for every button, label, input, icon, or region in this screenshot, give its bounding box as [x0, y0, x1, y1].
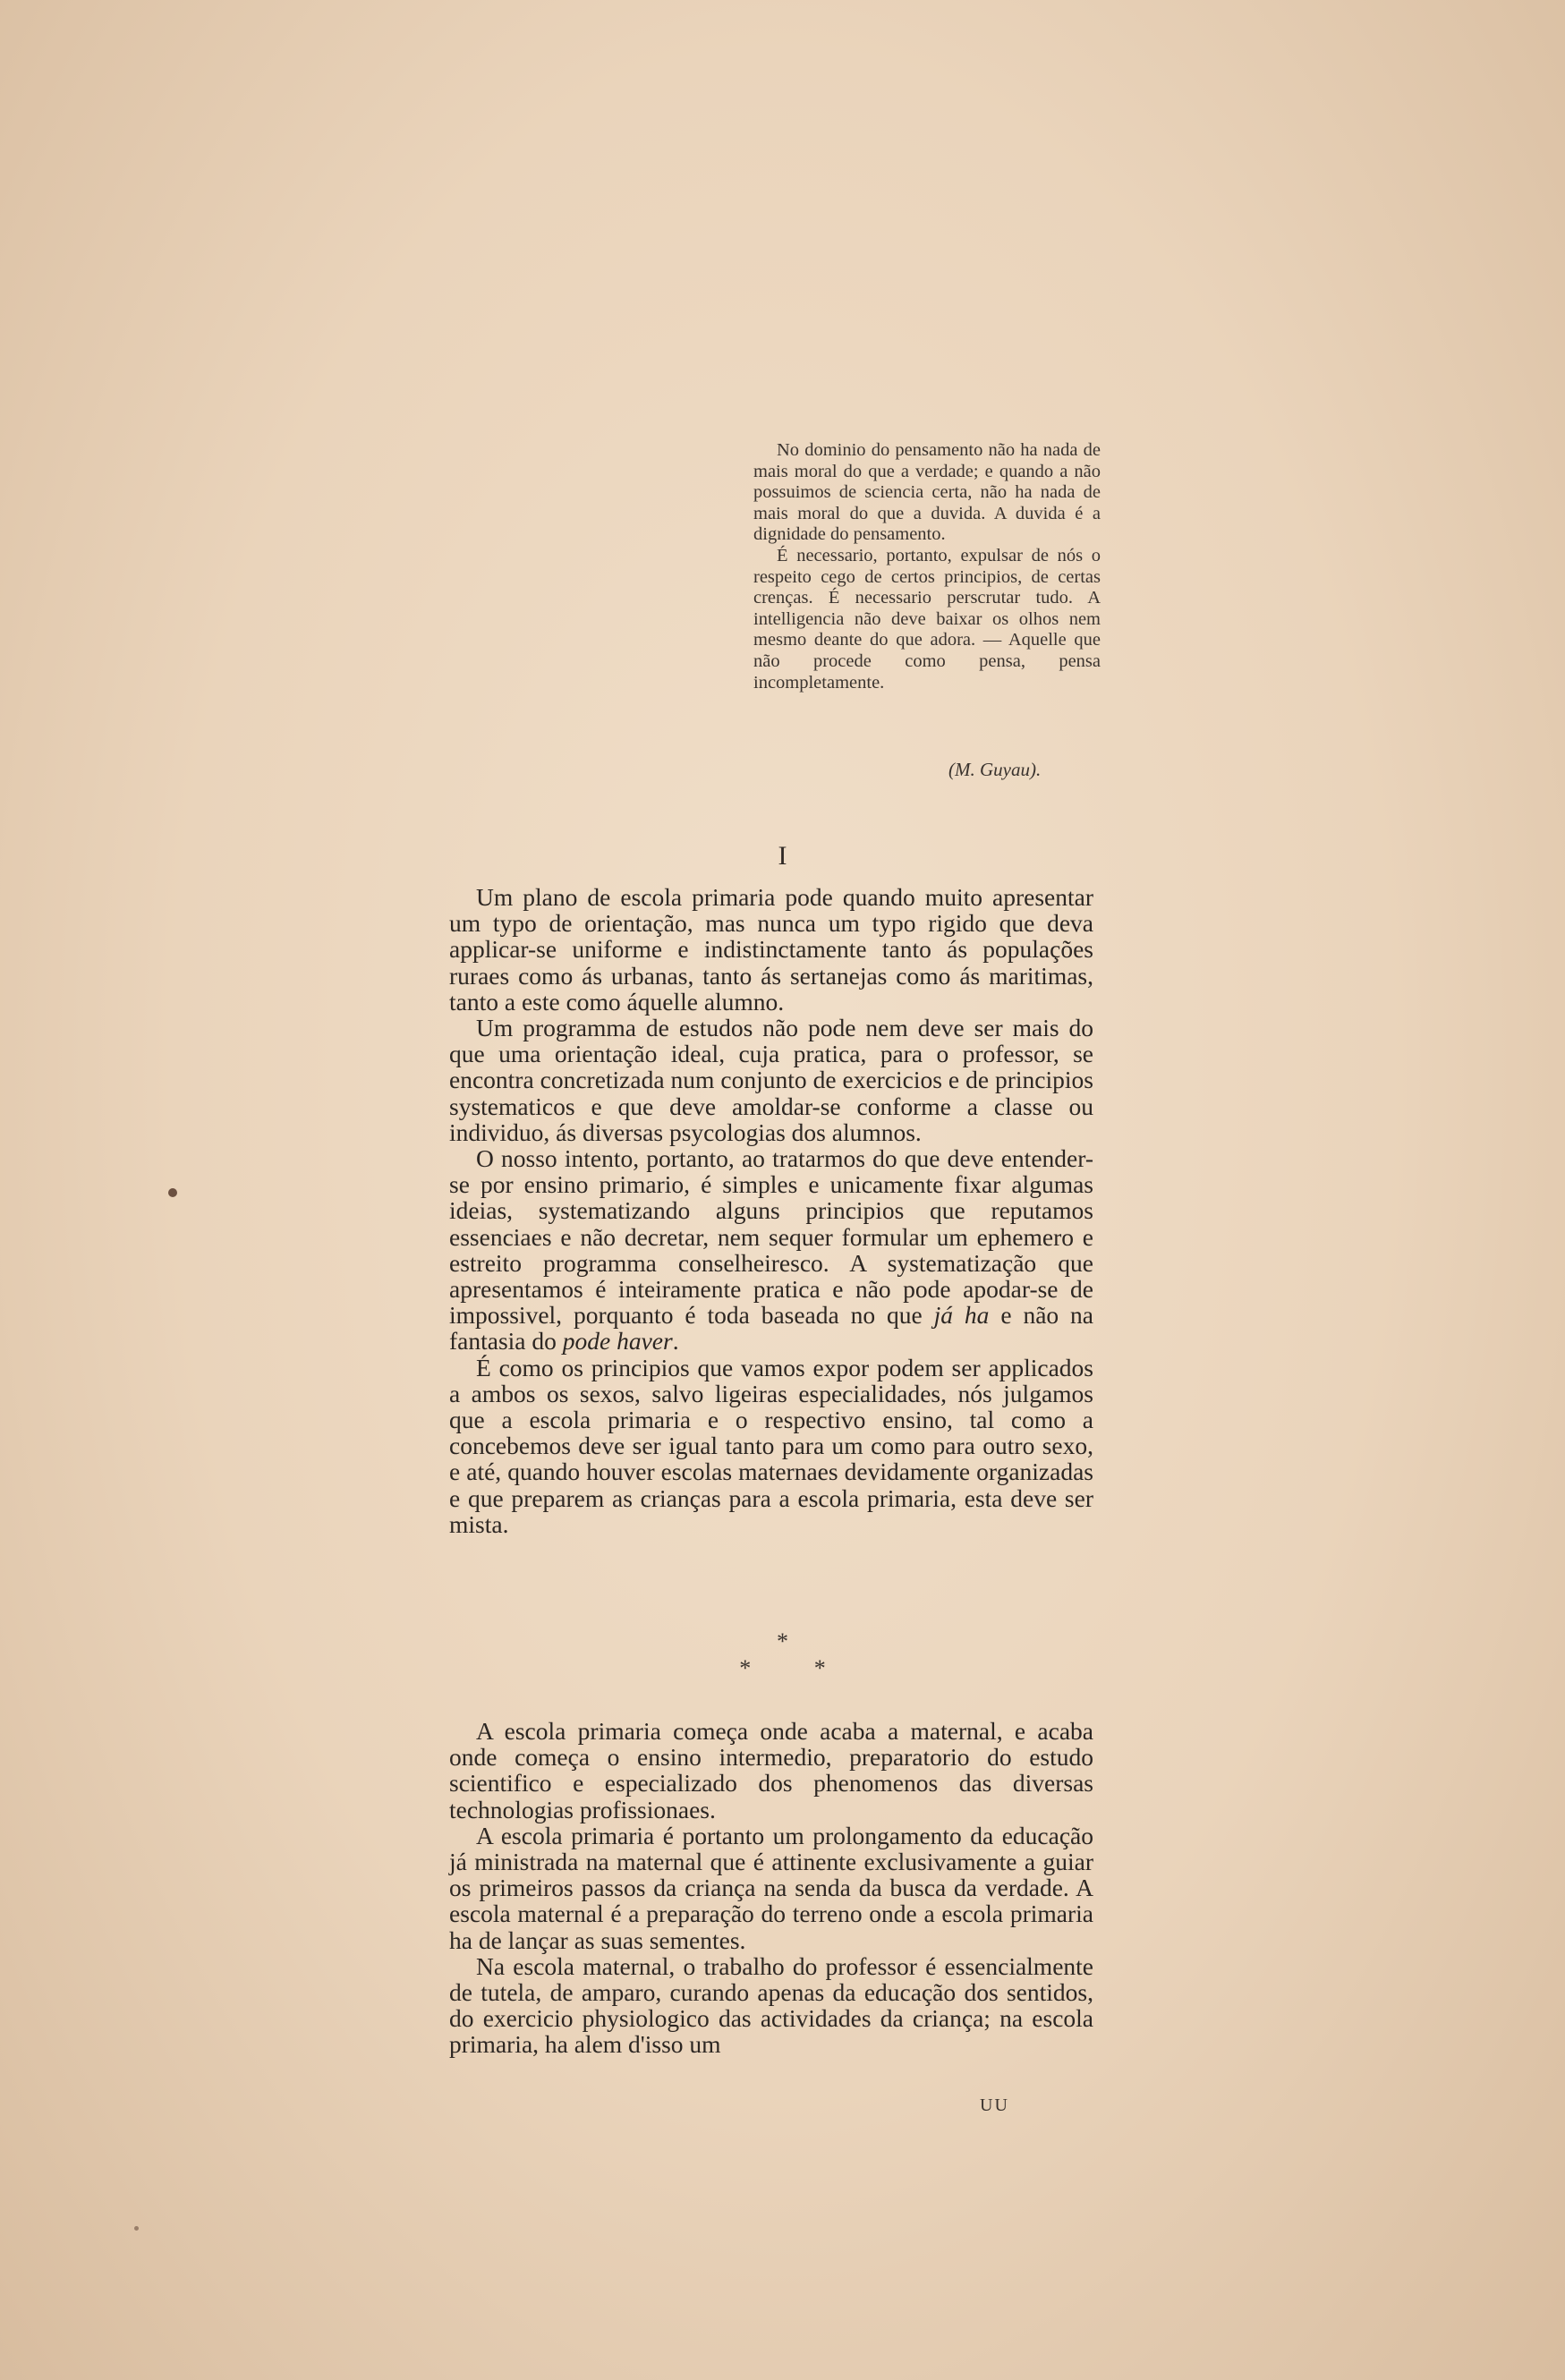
paper-spot	[134, 2226, 139, 2231]
paragraph	[449, 1145, 1093, 1355]
epigraph-paragraph: É necessario, portanto, expulsar de nós o respeito cego de certos principios, de certas crenças. É necessario perscrutar tudo. A intelligencia não deve baixar os olhos nem mesmo deante do que adora. — Aquelle que não procede como pensa, pensa incompletamente.	[753, 545, 1101, 693]
paragraph: Na escola maternal, o trabalho do professor é essencialmente de tutela, de amparo, curando apenas da educação dos sentidos, do exercicio physiologico das actividades da criança; na escola primaria, ha alem d'isso um	[449, 1951, 1093, 2059]
paper-spot	[168, 1188, 177, 1197]
paragraph: A escola primaria começa onde acaba a maternal, e acaba onde começa o ensino intermedio, preparatorio do estudo scientifico e especializado dos phenomenos das diversas technologias profissionaes.	[449, 1717, 1093, 1823]
paragraph: É como os principios que vamos expor podem ser applicados a ambos os sexos, salvo ligeiras especialidades, nós julgamos que a escola primaria e o respectivo ensino, tal como a concebemos deve ser igual tanto para um como para outro sexo, e até, quando houver escolas maternaes devidamente organizadas e que preparem as crianças para a escola primaria, esta deve ser mista.	[449, 1353, 1093, 1538]
epigraph	[753, 440, 1101, 693]
paragraph-text: .	[672, 1327, 679, 1356]
asterism-bottom: * *	[739, 1655, 855, 1681]
asterism-divider	[0, 1628, 1565, 1682]
section-1-text	[449, 884, 1093, 1537]
asterism-top: *	[777, 1628, 788, 1654]
section-2-text	[449, 1718, 1093, 2058]
paragraph: A escola primaria é portanto um prolongamento da educação já ministrada na maternal que é attinente exclusivamente a guiar os primeiros passos da criança na senda da busca da verdade. A escola maternal é a preparação do terreno onde a escola primaria ha de lançar as suas sementes.	[449, 1821, 1093, 1954]
paragraph-text: O nosso intento, portanto, ao tratarmos do que deve entender-se por ensino primario, é simples e unicamente fixar algumas ideias, systematizando alguns principios que reputamos essenciaes e não decretar, nem sequer formular um ephemero e estreito programma conselheiresco. A systematização que apresentamos é inteiramente pratica e não pode apodar-se de impossivel, porquanto é toda baseada no que	[449, 1144, 1093, 1330]
section-number: I	[778, 841, 787, 871]
paragraph: Um plano de escola primaria pode quando muito apresentar um typo de orientação, mas nunca um typo rigido que deva applicar-se uniforme e indistinctamente tanto ás populações ruraes como ás urbanas, tanto ás sertanejas como ás maritimas, tanto a este como áquelle alumno.	[449, 883, 1093, 1016]
paragraph: Um programma de estudos não pode nem deve ser mais do que uma orientação ideal, cuja pratica, para o professor, se encontra concretizada num conjunto de exercicios e de principios systematicos e que deve amoldar-se conforme a classe ou individuo, ás diversas psycologias dos alumnos.	[449, 1014, 1093, 1146]
italic-phrase: já ha	[933, 1301, 990, 1330]
italic-phrase: pode haver	[562, 1327, 673, 1356]
signature-mark: UU	[980, 2095, 1009, 2115]
epigraph-paragraph: No dominio do pensamento não ha nada de mais moral do que a verdade; e quando a não possuimos de sciencia certa, não ha nada de mais moral do que a duvida. A duvida é a dignidade do pensamento.	[753, 440, 1101, 545]
epigraph-attribution: (M. Guyau).	[948, 759, 1042, 780]
paragraph-text: e não na fantasia do	[449, 1301, 1094, 1356]
